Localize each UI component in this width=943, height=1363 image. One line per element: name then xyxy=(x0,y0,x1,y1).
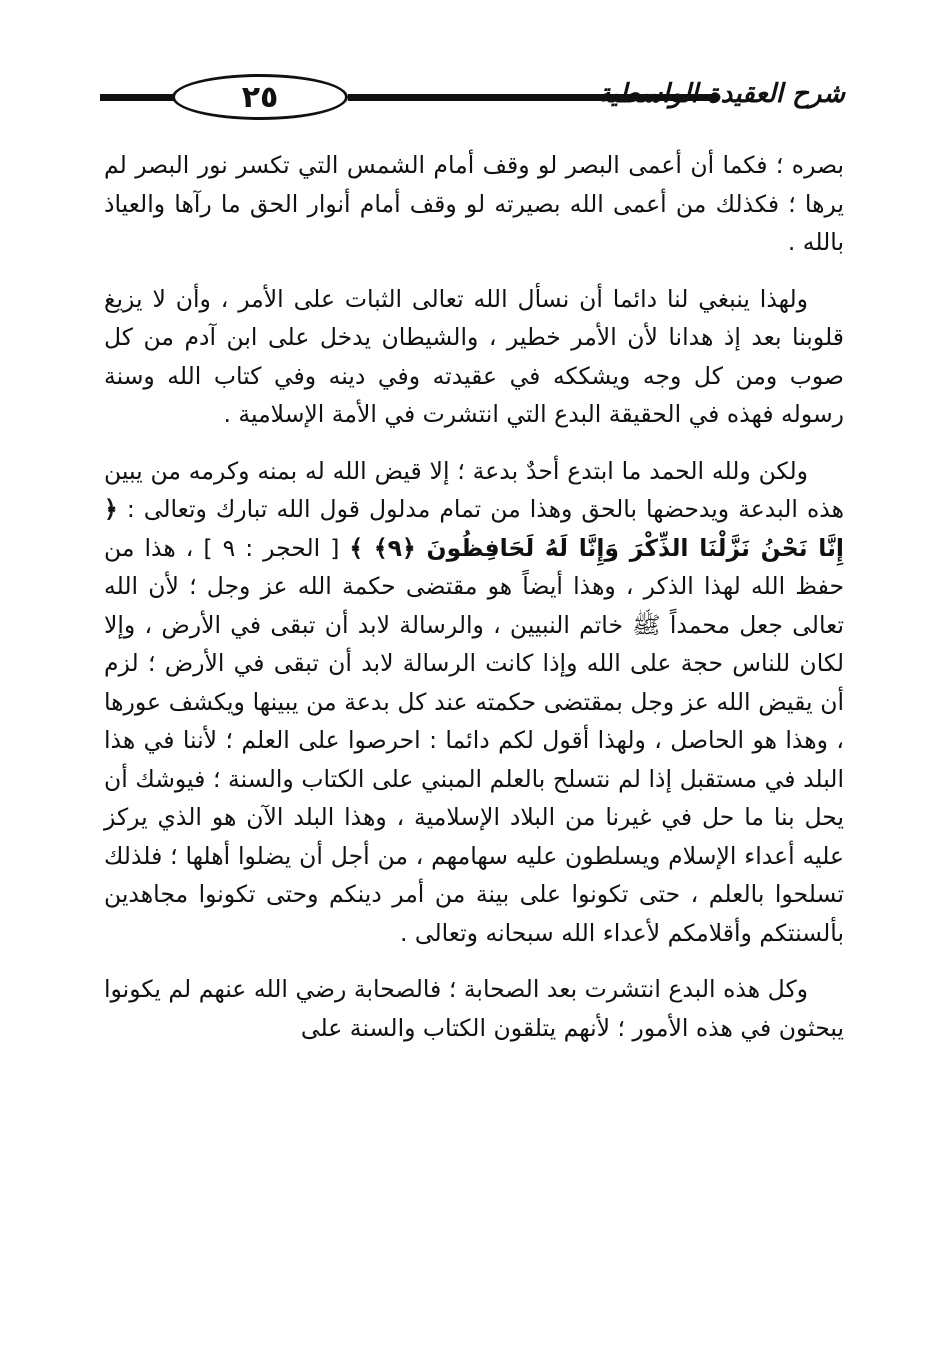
quran-verse: ﴿ إِنَّا نَحْنُ نَزَّلْنَا الذِّكْرَ وَإِنَّا لَهُ لَحَافِظُونَ ﴿٩﴾ ﴾ xyxy=(104,495,844,562)
paragraph-3 xyxy=(104,452,844,953)
page-number: ٢٥ xyxy=(172,74,348,120)
verse-citation: [ الحجر : ٩ ] xyxy=(203,533,340,562)
paragraph-4: وكل هذه البدع انتشرت بعد الصحابة ؛ فالصحابة رضي الله عنهم لم يكونوا يبحثون في هذه الأمور ؛ لأنهم يتلقون الكتاب والسنة على xyxy=(104,975,844,1042)
paragraph-3-body: ، هذا من حفظ الله لهذا الذكر ، وهذا أيضاً هو مقتضى حكمة الله عز وجل ؛ لأن الله تعالى جعل محمداً ﷺ خاتم النبيين ، والرسالة لابد أن تبقى في الأرض ، وإلا لكان للناس حجة على الله وإذا كانت الرسالة لابد أن تبقى في الأرض ؛ لزم أن يقيض الله عز وجل بمقتضى حكمته عند كل بدعة من يبينها ويكشف عورها ، وهذا هو الحاصل ، ولهذا أقول لكم دائما : احرصوا على العلم ؛ لأننا في هذا البلد في مستقبل إذا لم نتسلح بالعلم المبني على الكتاب والسنة ؛ فيوشك أن يحل بنا ما حل في غيرنا من البلاد الإسلامية ، وهذا البلد الآن هو الذي يركز عليه أعداء الإسلام ويسلطون عليه سهامهم ، من أجل أن يضلوا أهلها ؛ فلذلك تسلحوا بالعلم ، حتى تكونوا على بينة من أمر دينكم وحتى تكونوا مجاهدين بألسنتكم وأقلامكم لأعداء الله سبحانه وتعالى . xyxy=(104,533,844,947)
page-body xyxy=(104,146,844,1065)
page-header xyxy=(100,66,845,128)
paragraph-2: ولهذا ينبغي لنا دائما أن نسأل الله تعالى الثبات على الأمر ، وأن لا يزيغ قلوبنا بعد إذ هدانا لأن الأمر خطير ، والشيطان يدخل على ابن آدم من كل صوب ومن كل وجه ويشككه في عقيدته وفي دينه وفي كتاب الله وسنة رسوله فهذه في الحقيقة البدع التي انتشرت في الأمة الإسلامية . xyxy=(104,284,844,428)
book-title: شرح العقيدة الواسطية xyxy=(597,79,845,109)
header-rule-left xyxy=(100,94,180,101)
paragraph-3-intro: ولكن ولله الحمد ما ابتدع أحدٌ بدعة ؛ إلا قيض الله له بمنه وكرمه من يبين هذه البدعة ويدحضها بالحق وهذا من تمام مدلول قول الله تبارك وتعالى : xyxy=(104,456,844,523)
paragraph-1: بصره ؛ فكما أن أعمى البصر لو وقف أمام الشمس التي تكسر نور البصر لم يرها ؛ فكذلك من أعمى الله بصيرته لو وقف أمام أنوار الحق ما رآها والعياذ بالله . xyxy=(104,151,844,256)
